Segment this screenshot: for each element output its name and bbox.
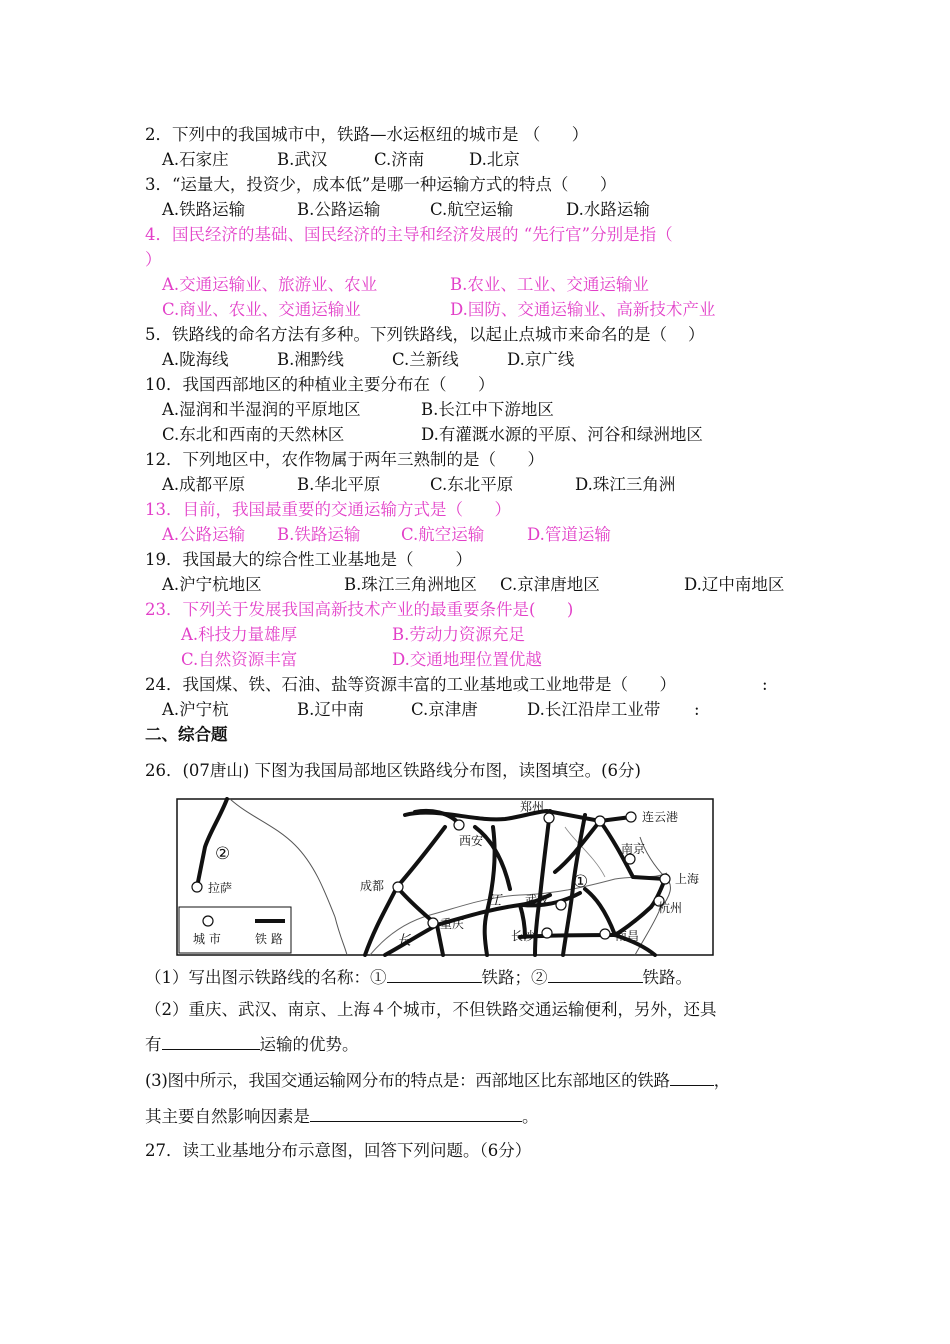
question-5: 5．铁路线的命名方法有多种。下列铁路线，以起止点城市来命名的是（ ） bbox=[145, 325, 705, 344]
question-27: 27．读工业基地分布示意图，回答下列问题。（6分） bbox=[145, 1141, 532, 1160]
answer-blank-3[interactable] bbox=[162, 1033, 260, 1050]
q10-option-c: C.东北和西南的天然林区 bbox=[162, 425, 345, 444]
river-label-jiang: 江 bbox=[487, 893, 501, 909]
q4-option-a: A.交通运输业、旅游业、农业 bbox=[162, 275, 378, 294]
q19-option-b: B.珠江三角洲地区 bbox=[344, 575, 477, 594]
q13-option-b: B.铁路运输 bbox=[277, 525, 361, 544]
question-24: 24．我国煤、铁、石油、盐等资源丰富的工业基地或工业地带是（ ） bbox=[145, 675, 676, 694]
city-label-hangzhou: 杭州 bbox=[658, 901, 683, 915]
q4-option-d: D.国防、交通运输业、高新技术产业 bbox=[450, 300, 716, 319]
rail-label-2: ② bbox=[215, 844, 231, 864]
city-label-lhasa: 拉萨 bbox=[208, 881, 233, 895]
q23-option-b: B.劳动力资源充足 bbox=[392, 625, 525, 644]
city-label-shanghai: 上海 bbox=[675, 872, 700, 886]
q13-option-d: D.管道运输 bbox=[527, 525, 611, 544]
q23-option-d: D.交通地理位置优越 bbox=[392, 650, 542, 669]
rail-label-1: ① bbox=[573, 872, 589, 892]
margin-mark: : bbox=[694, 700, 700, 719]
city-label-chongqing: 重庆 bbox=[440, 917, 465, 931]
city-label-nanchang: 南昌 bbox=[615, 929, 640, 943]
city-label-wuhan: 武汉 bbox=[525, 893, 550, 907]
question-23: 23．下列关于发展我国高新技术产业的最重要条件是( ) bbox=[145, 600, 574, 619]
q26-part-2: （2）重庆、武汉、南京、上海４个城市，不但铁路交通运输便利，另外，还具 bbox=[145, 1000, 717, 1019]
q19-option-d: D.辽中南地区 bbox=[684, 575, 785, 594]
q5-option-d: D.京广线 bbox=[507, 350, 575, 369]
q2-option-c: C.济南 bbox=[374, 150, 425, 169]
q26-part-3-cont: 其主要自然影响因素是 。 bbox=[145, 1107, 539, 1126]
q3-option-d: D.水路运输 bbox=[566, 200, 650, 219]
river-label-chang: 长 bbox=[397, 933, 411, 949]
question-26: 26．(07唐山) 下图为我国局部地区铁路线分布图，读图填空。(6分) bbox=[145, 761, 641, 780]
section-heading: 二、综合题 bbox=[145, 725, 228, 744]
q5-option-a: A.陇海线 bbox=[162, 350, 229, 369]
city-label-nanjing: 南京 bbox=[621, 842, 646, 856]
q24-option-d: D.长江沿岸工业带 bbox=[527, 700, 661, 719]
q12-option-d: D.珠江三角洲 bbox=[575, 475, 676, 494]
q4-option-b: B.农业、工业、交通运输业 bbox=[450, 275, 649, 294]
q24-option-b: B.辽中南 bbox=[297, 700, 364, 719]
q19-option-c: C.京津唐地区 bbox=[500, 575, 600, 594]
question-4-paren: ） bbox=[145, 250, 162, 269]
city-label-lianyungang: 连云港 bbox=[642, 810, 679, 824]
question-19: 19．我国最大的综合性工业基地是（ ） bbox=[145, 550, 472, 569]
answer-blank-1[interactable] bbox=[387, 966, 482, 983]
q26-part-2-cont: 有 运输的优势。 bbox=[145, 1035, 359, 1054]
q13-option-a: A.公路运输 bbox=[162, 525, 246, 544]
q19-option-a: A.沪宁杭地区 bbox=[162, 575, 262, 594]
q3-option-b: B.公路运输 bbox=[297, 200, 381, 219]
legend-rail-label: 铁 路 bbox=[255, 932, 283, 946]
q3-option-c: C.航空运输 bbox=[430, 200, 514, 219]
legend-city-label: 城 市 bbox=[193, 932, 221, 946]
q26-part-3: (3)图中所示，我国交通运输网分布的特点是：西部地区比东部地区的铁路 ， bbox=[145, 1071, 730, 1090]
q24-option-a: A.沪宁杭 bbox=[162, 700, 229, 719]
answer-blank-2[interactable] bbox=[548, 966, 643, 983]
q12-option-b: B.华北平原 bbox=[297, 475, 381, 494]
city-label-zhengzhou: 郑州 bbox=[520, 800, 545, 814]
q23-option-c: C.自然资源丰富 bbox=[181, 650, 298, 669]
question-12: 12．下列地区中，农作物属于两年三熟制的是（ ） bbox=[145, 450, 544, 469]
q4-option-c: C.商业、农业、交通运输业 bbox=[162, 300, 361, 319]
q2-option-d: D.北京 bbox=[469, 150, 520, 169]
q3-option-a: A.铁路运输 bbox=[162, 200, 246, 219]
q13-option-c: C.航空运输 bbox=[401, 525, 485, 544]
q12-option-a: A.成都平原 bbox=[162, 475, 246, 494]
question-3: 3．“运量大，投资少，成本低”是哪一种运输方式的特点（ ） bbox=[145, 175, 617, 194]
q10-option-a: A.湿润和半湿润的平原地区 bbox=[162, 400, 361, 419]
q23-option-a: A.科技力量雄厚 bbox=[181, 625, 298, 644]
railway-map bbox=[175, 797, 715, 957]
q12-option-c: C.东北平原 bbox=[430, 475, 514, 494]
question-2: 2．下列中的我国城市中，铁路—水运枢纽的城市是 （ ） bbox=[145, 125, 589, 144]
city-label-changsha: 长沙 bbox=[511, 929, 536, 943]
margin-mark: : bbox=[762, 675, 768, 694]
question-13: 13．目前，我国最重要的交通运输方式是（ ） bbox=[145, 500, 511, 519]
map-legend bbox=[179, 907, 291, 953]
q26-part-1: （1）写出图示铁路线的名称：① 铁路；② 铁路。 bbox=[145, 968, 692, 987]
city-label-chengdu: 成都 bbox=[360, 879, 385, 893]
answer-blank-4[interactable] bbox=[670, 1069, 714, 1086]
q10-option-b: B.长江中下游地区 bbox=[421, 400, 554, 419]
q10-option-d: D.有灌溉水源的平原、河谷和绿洲地区 bbox=[421, 425, 703, 444]
question-4: 4．国民经济的基础、国民经济的主导和经济发展的 “先行官”分别是指（ bbox=[145, 225, 673, 244]
q24-option-c: C.京津唐 bbox=[411, 700, 478, 719]
q2-option-a: A.石家庄 bbox=[162, 150, 229, 169]
city-label-xian: 西安 bbox=[459, 834, 484, 848]
answer-blank-5[interactable] bbox=[310, 1105, 522, 1122]
q5-option-b: B.湘黔线 bbox=[277, 350, 344, 369]
q2-option-b: B.武汉 bbox=[277, 150, 328, 169]
question-10: 10．我国西部地区的种植业主要分布在（ ） bbox=[145, 375, 495, 394]
q5-option-c: C.兰新线 bbox=[392, 350, 459, 369]
